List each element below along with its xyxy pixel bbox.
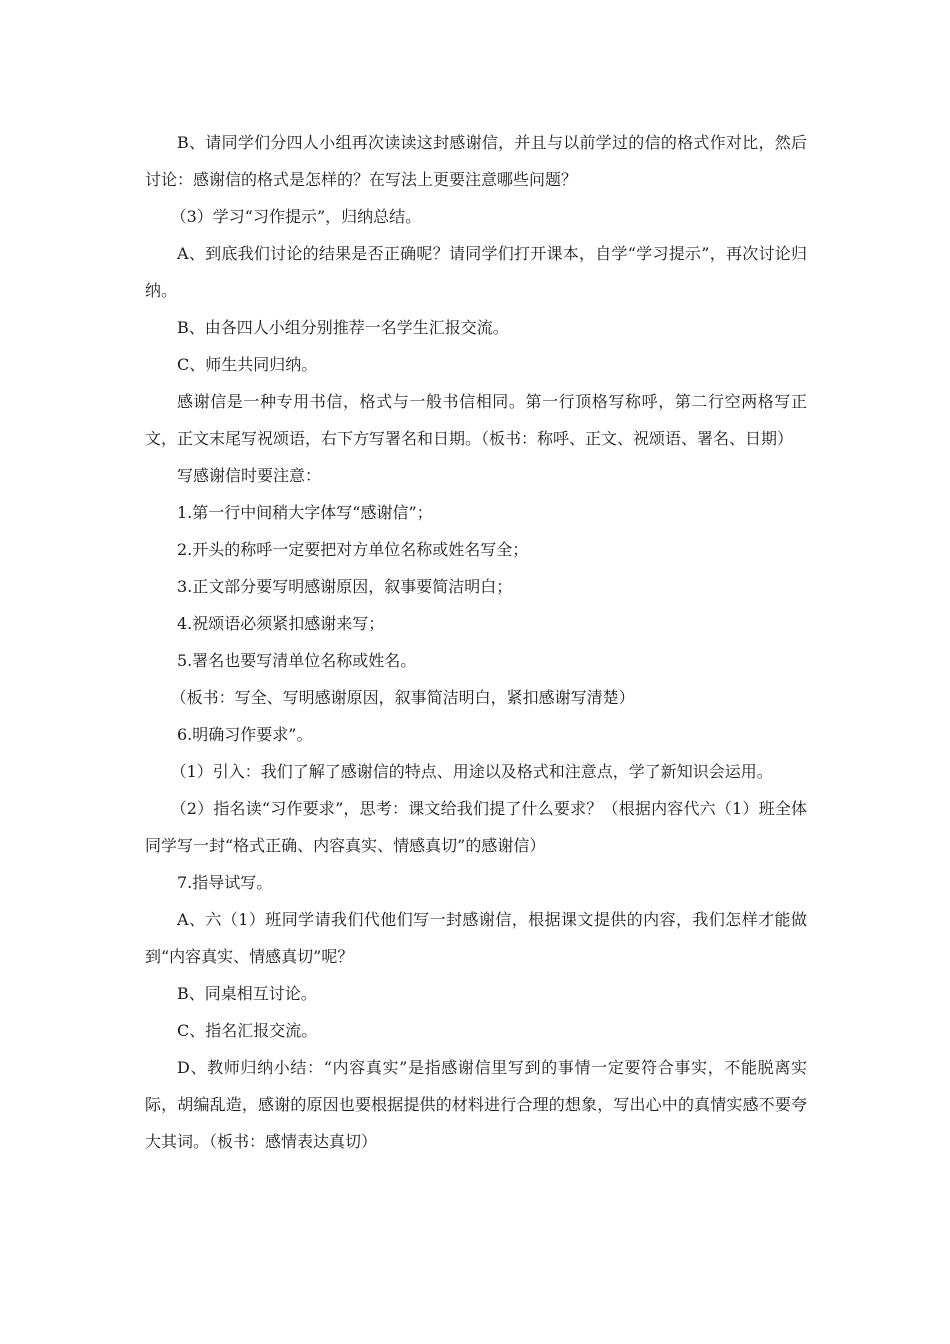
paragraph-requirements: （2）指名读“习作要求”，思考：课文给我们提了什么要求？（根据内容代六（1）班全体同学写一封“格式正确、内容真实、情感真切”的感谢信） — [145, 799, 807, 855]
note-item-1: 1.第一行中间稍大字体写“感谢信”； — [177, 503, 433, 522]
paragraph-c-summary: C、师生共同归纳。 — [177, 355, 318, 374]
paragraph-notes-heading: 写感谢信时要注意： — [177, 466, 322, 485]
paragraph-letter-format: 感谢信是一种专用书信，格式与一般书信相同。第一行顶格写称呼，第二行空两格写正文，正文末尾写祝颂语，右下方写署名和日期。（板书：称呼、正文、祝颂语、署名、日期） — [145, 392, 807, 448]
paragraph-step-3: （3）学习“习作提示”，归纳总结。 — [170, 207, 422, 226]
document-page — [145, 124, 807, 1160]
paragraph-step-6: 6.明确习作要求”。 — [177, 725, 313, 744]
paragraph-a-writing: A、六（1）班同学请我们代他们写一封感谢信，根据课文提供的内容，我们怎样才能做到“内容真实、情感真切”呢？ — [145, 910, 807, 966]
paragraph-intro: （1）引入：我们了解了感谢信的特点、用途以及格式和注意点，学了新知识会运用。 — [170, 762, 773, 781]
paragraph-d-teacher-summary: D、教师归纳小结：“内容真实”是指感谢信里写到的事情一定要符合事实，不能脱离实际，胡编乱造，感谢的原因也要根据提供的材料进行合理的想象，写出心中的真情实感不要夸大其词。（板书：感情表达真切） — [145, 1058, 807, 1151]
paragraph-b-desk-discussion: B、同桌相互讨论。 — [177, 984, 317, 1003]
note-item-3: 3.正文部分要写明感谢原因，叙事要简洁明白； — [177, 577, 513, 596]
paragraph-step-7: 7.指导试写。 — [177, 873, 273, 892]
note-item-4: 4.祝颂语必须紧扣感谢来写； — [177, 614, 385, 633]
paragraph-a-self-study: A、到底我们讨论的结果是否正确呢？请同学们打开课本，自学“学习提示”，再次讨论归纳。 — [145, 244, 807, 300]
note-item-2: 2.开头的称呼一定要把对方单位名称或姓名写全； — [177, 540, 529, 559]
paragraph-c-report: C、指名汇报交流。 — [177, 1021, 318, 1040]
note-item-5: 5.署名也要写清单位名称或姓名。 — [177, 651, 417, 670]
paragraph-b-report: B、由各四人小组分别推荐一名学生汇报交流。 — [177, 318, 509, 337]
paragraph-board-notes: （板书：写全、写明感谢原因，叙事简洁明白，紧扣感谢写清楚） — [170, 688, 635, 707]
paragraph-b-group-discussion: B、请同学们分四人小组再次读读这封感谢信，并且与以前学过的信的格式作对比，然后讨论：感谢信的格式是怎样的？在写法上更要注意哪些问题？ — [145, 133, 807, 189]
